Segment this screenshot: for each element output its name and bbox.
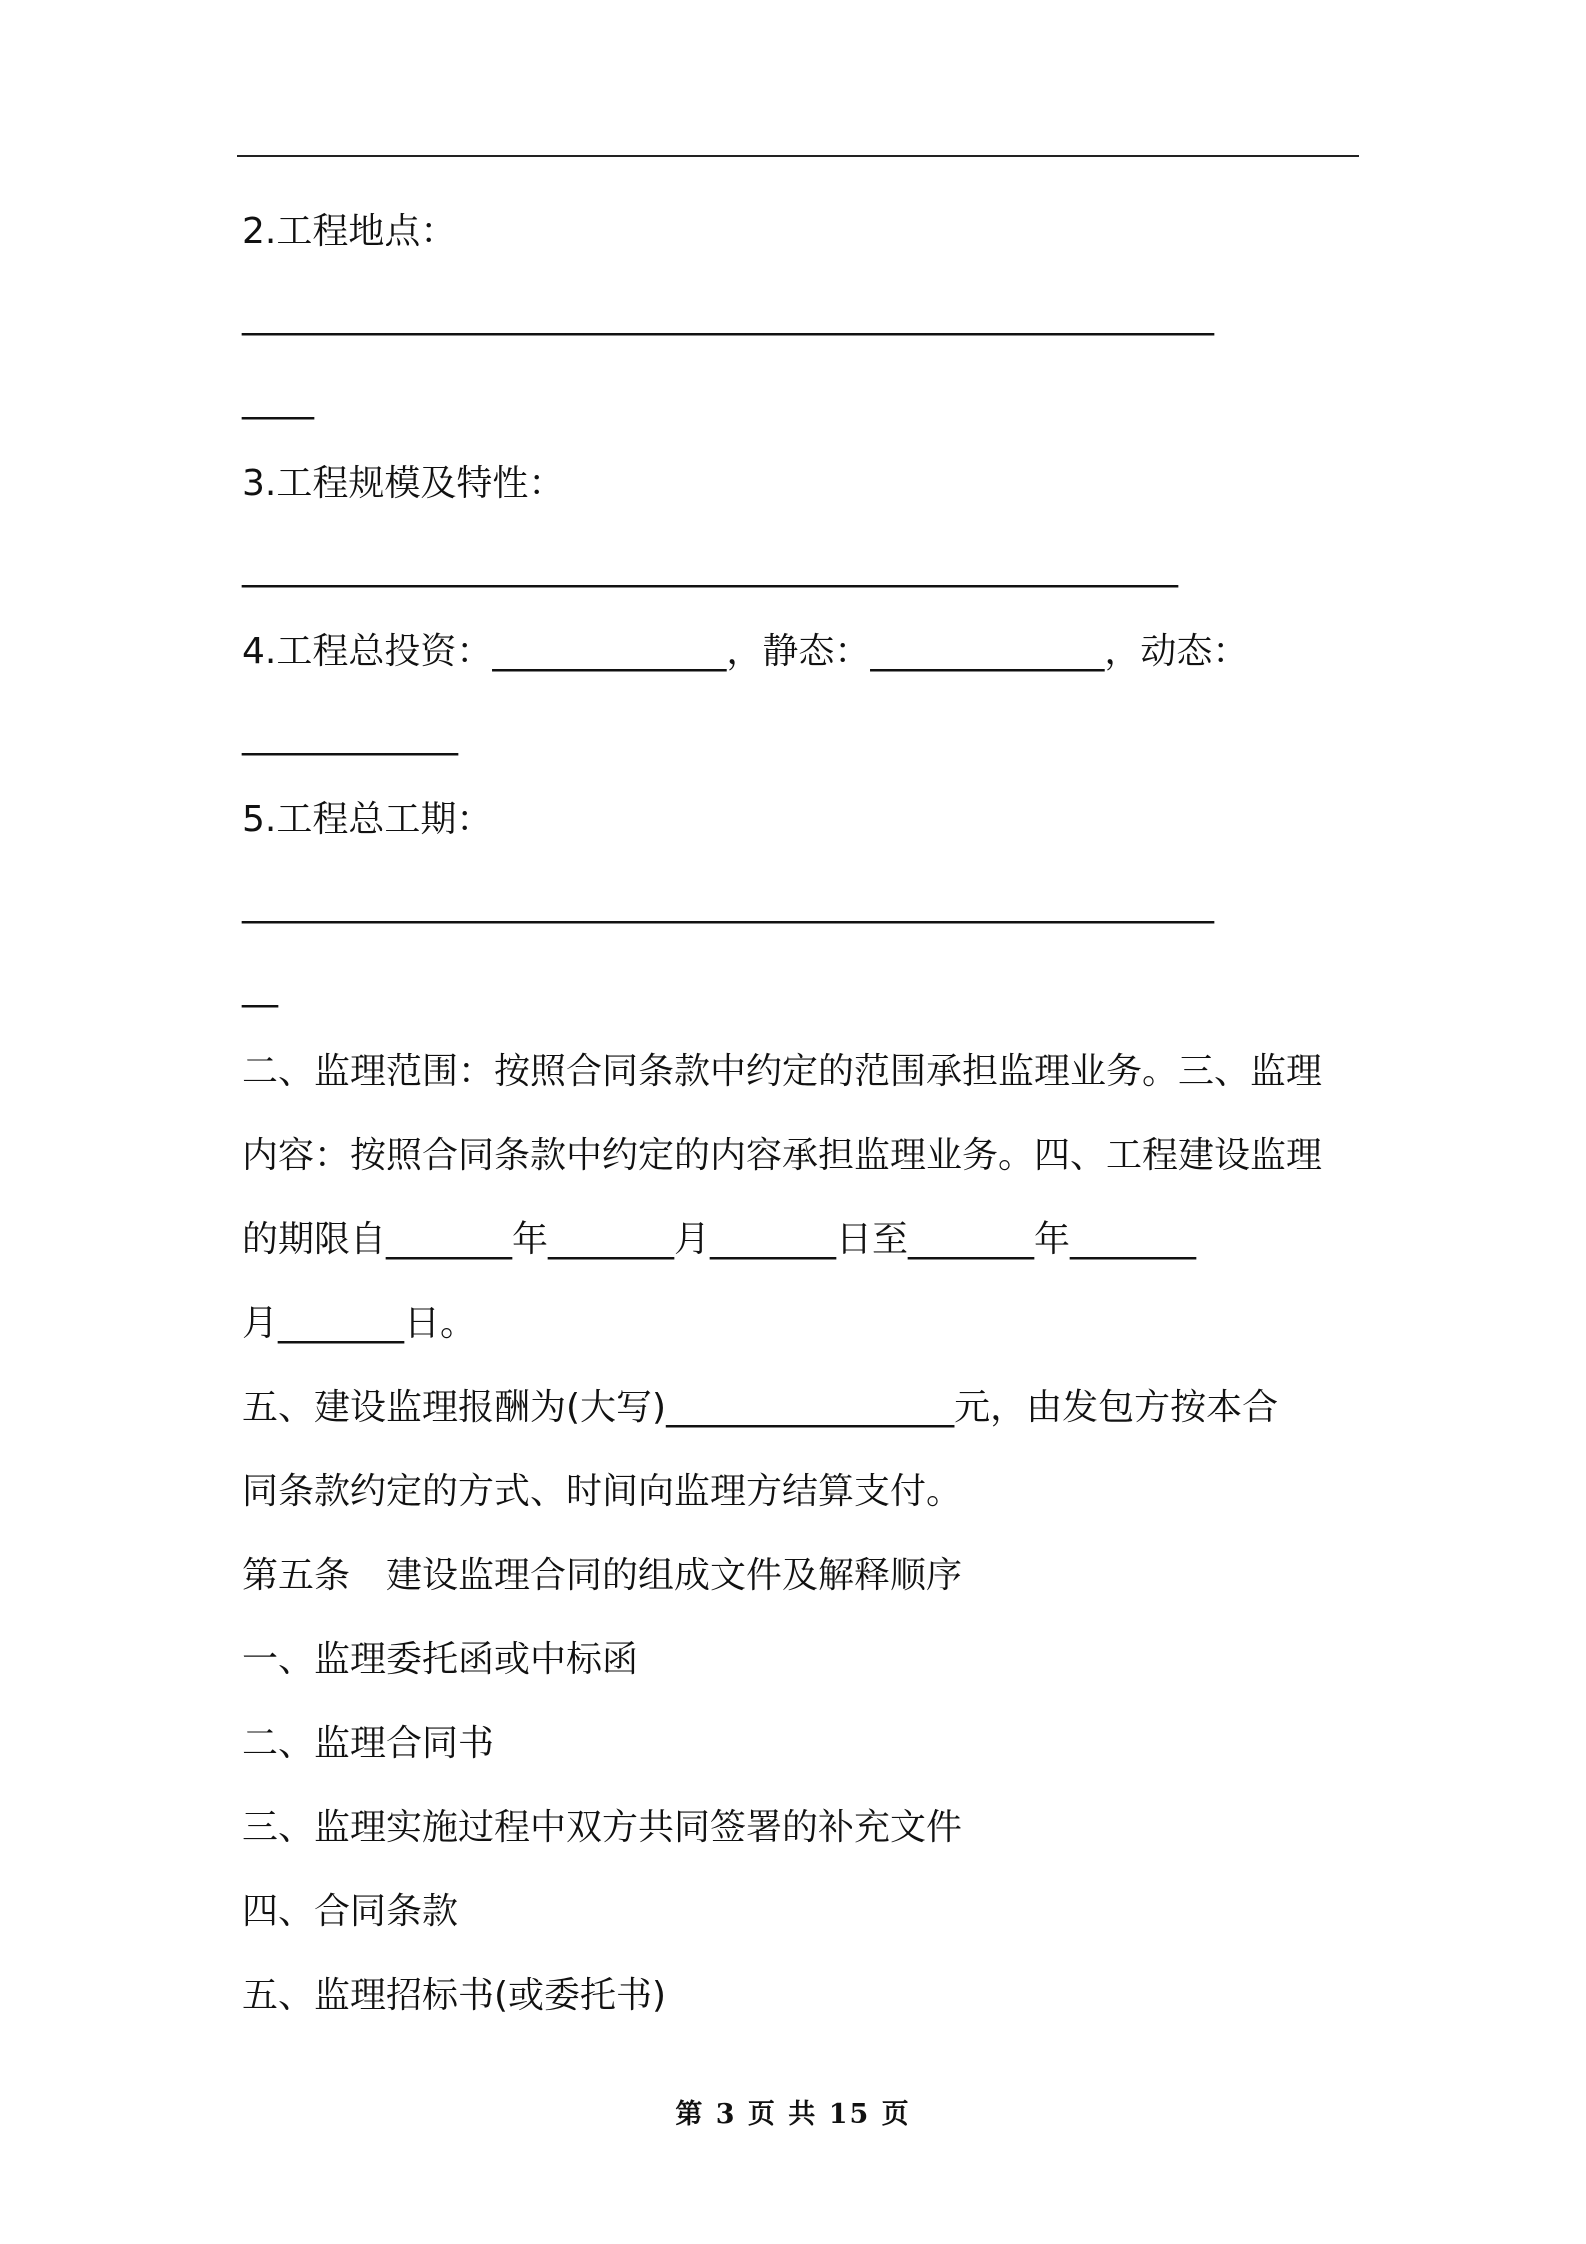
paragraph-fee-line-1: 五、建设监理报酬为(大写)________________元，由发包方按本合 xyxy=(242,1387,1279,1428)
header-rule xyxy=(237,155,1359,157)
paragraph-period-line-2: 月_______日。 xyxy=(242,1303,477,1344)
blank-project-scale: ____________________________________________________ xyxy=(242,547,1178,588)
list-item-4: 四、合同条款 xyxy=(242,1891,459,1932)
blank-total-duration: ______________________________________________________ xyxy=(242,883,1214,924)
document-body xyxy=(242,190,1360,2038)
paragraph-scope-line-1: 二、监理范围：按照合同条款中约定的范围承担监理业务。三、监理 xyxy=(242,1051,1323,1092)
list-item-1: 一、监理委托函或中标函 xyxy=(242,1639,639,1680)
paragraph-fee-line-2: 同条款约定的方式、时间向监理方结算支付。 xyxy=(242,1471,963,1512)
list-item-5: 五、监理招标书(或委托书) xyxy=(242,1975,667,2016)
blank-total-duration-cont: __ xyxy=(242,967,278,1008)
blank-project-location: ______________________________________________________ xyxy=(242,295,1214,336)
paragraph-period-line-1: 的期限自_______年_______月_______日至_______年_______ xyxy=(242,1219,1197,1260)
item-total-investment: 4.工程总投资：_____________，静态：_____________，动态： xyxy=(242,631,1249,672)
article-five-heading: 第五条 建设监理合同的组成文件及解释顺序 xyxy=(242,1555,963,1596)
list-item-2: 二、监理合同书 xyxy=(242,1723,495,1764)
paragraph-scope-line-2: 内容：按照合同条款中约定的内容承担监理业务。四、工程建设监理 xyxy=(242,1135,1323,1176)
blank-dynamic-investment: ____________ xyxy=(242,715,458,756)
page-number-footer: 第 3 页 共 15 页 xyxy=(675,2099,911,2130)
item-project-scale: 3.工程规模及特性： xyxy=(242,463,565,504)
item-project-location: 2.工程地点： xyxy=(242,211,457,252)
item-total-duration: 5.工程总工期： xyxy=(242,799,493,840)
blank-project-location-cont: ____ xyxy=(242,379,314,420)
list-item-3: 三、监理实施过程中双方共同签署的补充文件 xyxy=(242,1807,963,1848)
